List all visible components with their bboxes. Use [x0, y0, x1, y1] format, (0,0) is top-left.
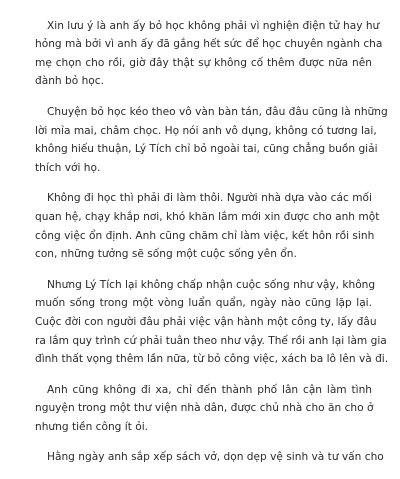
paragraph [35, 189, 380, 263]
text-line: Xin lưu ý là anh ấy bỏ học không phải vì nghiện điện tử hay hư [47, 19, 380, 32]
text-line: lời mỉa mai, châm chọc. Họ nói anh vô dụng, không có tương lai, [35, 124, 377, 137]
text-line: công việc ổn định. Anh cũng chăm chỉ làm việc, kết hôn rồi sinh [35, 229, 375, 242]
text-line: Không đi học thì phải đi làm thôi. Người nhà dựa vào các mối [47, 192, 372, 205]
page-body-text [35, 0, 389, 479]
paragraph [35, 276, 389, 369]
text-line: Chuyện bỏ học kéo theo vô vàn bàn tán, đâu đâu cũng là những [47, 105, 388, 118]
text-line: hỏng mà bởi vì anh ấy đã gắng hết sức để học chuyên ngành cha [35, 38, 383, 51]
text-line: mẹ chọn cho rồi, giờ đây thật sự không cố thêm được nữa nên [35, 56, 372, 69]
text-line: Hằng ngày anh sắp xếp sách vở, dọn dẹp vệ sinh và tư vấn cho [47, 451, 384, 464]
paragraph [35, 103, 388, 177]
text-line: quan hệ, chạy khắp nơi, khó khăn lắm mới xin được cho anh một [35, 210, 380, 223]
paragraph [35, 0, 372, 5]
text-line [35, 0, 372, 5]
text-line: đình thất vọng thêm lần nữa, từ bỏ công việc, xách ba lô lên và đi. [35, 353, 389, 366]
text-line: muốn sống trong một vòng luẩn quẩn, ngày nào cũng lặp lại. [35, 297, 372, 310]
text-line: không hiếu thuận, Lý Tích chỉ bỏ ngoài tai, cũng chẳng buồn giải [35, 143, 378, 156]
text-line: đành bỏ học. [35, 75, 104, 88]
paragraph [35, 448, 384, 467]
text-line: Anh cũng không đi xa, chỉ đến thành phố lân cận làm tình [47, 383, 372, 396]
text-line: nhưng tiền công ít ỏi. [35, 420, 149, 433]
text-line: Cuộc đời con người đâu phải việc vận hành một công ty, lấy đâu [35, 315, 377, 328]
text-line: nguyện trong một thư viện nhà dân, được chủ nhà cho ăn cho ở [35, 402, 374, 415]
paragraph [35, 381, 372, 437]
text-line: ra lắm quy trình cứ phải tuân theo như vậy. Thế rồi anh lại làm gia [35, 334, 387, 347]
paragraph [35, 17, 383, 91]
text-line: con, những tưởng sẽ sống một cuộc sống yên ổn. [35, 248, 297, 261]
text-line: Nhưng Lý Tích lại không chấp nhận cuộc sống như vậy, không [47, 278, 376, 291]
text-line: thích với họ. [35, 161, 101, 174]
